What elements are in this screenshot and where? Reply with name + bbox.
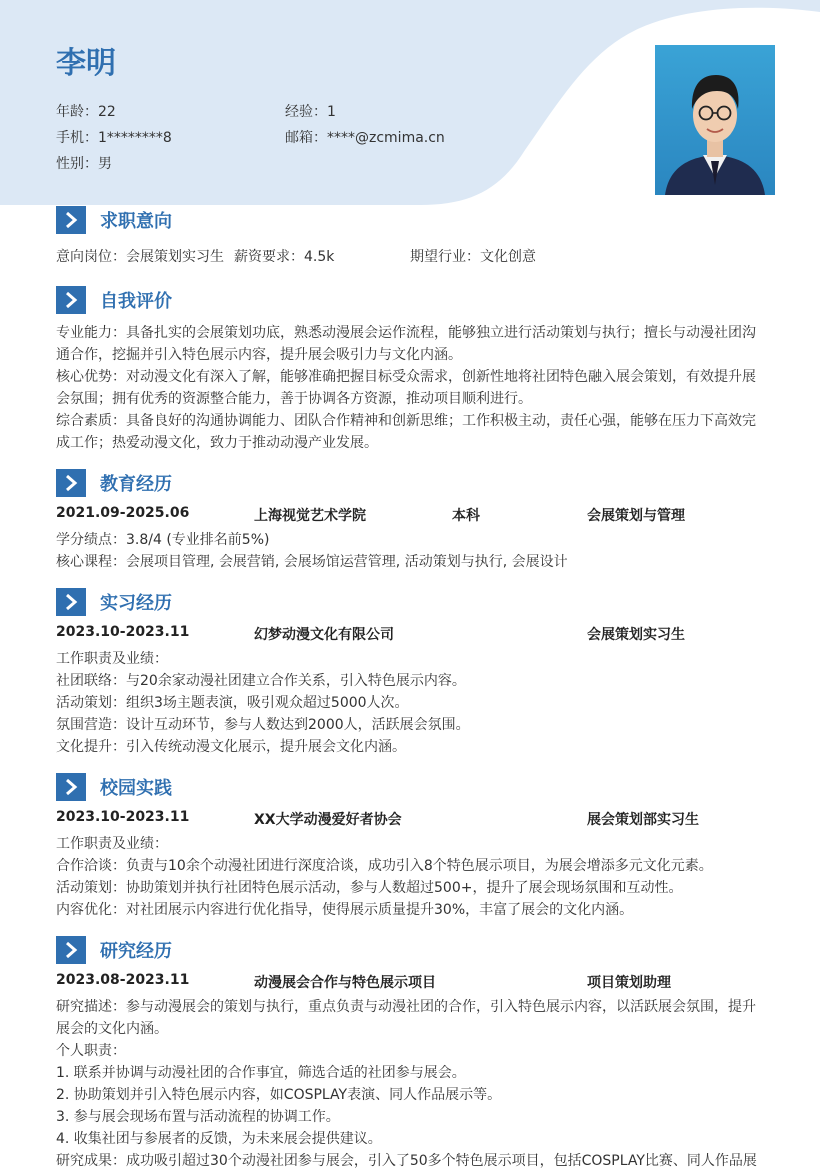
research-entry-header [56, 972, 768, 994]
intended-position: 意向岗位：会展策划实习生 [56, 249, 224, 265]
research-detail: 4. 收集社团与参展者的反馈，为未来展会提供建议。 [56, 1131, 382, 1147]
section-title: 校园实践 [100, 778, 172, 799]
internship-entry-header [56, 624, 768, 646]
section-header-campus [56, 773, 172, 801]
chevron-right-icon [56, 773, 86, 801]
expected-industry: 期望行业：文化创意 [410, 249, 536, 265]
research-detail: 展会的文化内涵。 [56, 1021, 168, 1037]
company-name: 幻梦动漫文化有限公司 [254, 627, 394, 643]
research-detail: 研究成果：成功吸引超过30个动漫社团参与展会，引入了50多个特色展示项目，包括COSPLAY比赛、同人作品展 [56, 1153, 757, 1169]
campus-detail: 工作职责及业绩： [56, 836, 168, 852]
internship-detail: 活动策划：组织3场主题表演，吸引观众超过5000人次。 [56, 695, 409, 711]
school-name: 上海视觉艺术学院 [254, 508, 366, 524]
expected-salary: 薪资要求：4.5k [234, 249, 335, 265]
research-period: 2023.08-2023.11 [56, 972, 190, 988]
organization-name: XX大学动漫爱好者协会 [254, 812, 402, 828]
internship-detail: 工作职责及业绩： [56, 651, 168, 667]
section-title: 研究经历 [100, 941, 172, 962]
self-eval-line: 综合素质：具备良好的沟通协调能力、团队合作精神和创新思维；工作积极主动，责任心强，能够在压力下高效完 [56, 413, 756, 429]
internship-detail: 社团联络：与20余家动漫社团建立合作关系，引入特色展示内容。 [56, 673, 466, 689]
campus-detail: 内容优化：对社团展示内容进行优化指导，使得展示质量提升30%，丰富了展会的文化内涵。 [56, 902, 634, 918]
candidate-name: 李明 [56, 46, 116, 81]
research-detail: 3. 参与展会现场布置与活动流程的协调工作。 [56, 1109, 340, 1125]
self-eval-line: 通合作，挖掘并引入特色展示内容，提升展会吸引力与文化内涵。 [56, 347, 462, 363]
chevron-right-icon [56, 936, 86, 964]
chevron-right-icon [56, 588, 86, 616]
degree: 本科 [452, 508, 480, 524]
section-header-intention [56, 206, 172, 234]
section-header-education [56, 469, 172, 497]
self-eval-line: 专业能力：具备扎实的会展策划功底，熟悉动漫展会运作流程，能够独立进行活动策划与执行；擅长与动漫社团沟 [56, 325, 756, 341]
research-detail: 1. 联系并协调与动漫社团的合作事宜，筛选合适的社团参与展会。 [56, 1065, 466, 1081]
section-title: 自我评价 [100, 291, 172, 312]
section-header-research [56, 936, 172, 964]
section-header-internship [56, 588, 172, 616]
research-detail: 个人职责： [56, 1043, 126, 1059]
self-eval-line: 会氛围；拥有优秀的资源整合能力，善于协调各方资源，推动项目顺利进行。 [56, 391, 532, 407]
campus-detail: 活动策划：协助策划并执行社团特色展示活动，参与人数超过500+，提升了展会现场氛围和互动性。 [56, 880, 683, 896]
email-field: 邮箱：****@zcmima.cn [285, 130, 445, 146]
chevron-right-icon [56, 469, 86, 497]
internship-detail: 氛围营造：设计互动环节，参与人数达到2000人，活跃展会氛围。 [56, 717, 470, 733]
section-title: 求职意向 [100, 211, 172, 232]
section-header-self-evaluation [56, 286, 172, 314]
campus-detail: 合作洽谈：负责与10余个动漫社团进行深度洽谈，成功引入8个特色展示项目，为展会增添多元文化元素。 [56, 858, 713, 874]
internship-period: 2023.10-2023.11 [56, 624, 190, 640]
experience-field: 经验：1 [285, 104, 336, 120]
section-title: 教育经历 [100, 474, 172, 495]
project-name: 动漫展会合作与特色展示项目 [254, 975, 436, 991]
internship-detail: 文化提升：引入传统动漫文化展示，提升展会文化内涵。 [56, 739, 406, 755]
education-detail: 核心课程：会展项目管理, 会展营销, 会展场馆运营管理, 活动策划与执行, 会展设计 [56, 554, 568, 570]
research-detail: 研究描述：参与动漫展会的策划与执行，重点负责与动漫社团的合作，引入特色展示内容，以活跃展会氛围，提升 [56, 999, 756, 1015]
campus-entry-header [56, 809, 768, 831]
education-period: 2021.09-2025.06 [56, 505, 190, 521]
research-detail: 2. 协助策划并引入特色展示内容，如COSPLAY表演、同人作品展示等。 [56, 1087, 502, 1103]
chevron-right-icon [56, 206, 86, 234]
self-eval-line: 核心优势：对动漫文化有深入了解，能够准确把握目标受众需求，创新性地将社团特色融入展会策划，有效提升展 [56, 369, 756, 385]
gender-field: 性别：男 [56, 156, 112, 172]
major: 会展策划与管理 [587, 508, 685, 524]
self-eval-line: 成工作；热爱动漫文化，致力于推动动漫产业发展。 [56, 435, 378, 451]
internship-role: 会展策划实习生 [587, 627, 685, 643]
chevron-right-icon [56, 286, 86, 314]
profile-photo [655, 45, 775, 195]
education-detail: 学分绩点：3.8/4 (专业排名前5%) [56, 532, 270, 548]
section-title: 实习经历 [100, 593, 172, 614]
campus-role: 展会策划部实习生 [587, 812, 699, 828]
phone-field: 手机：1********8 [56, 130, 172, 146]
campus-period: 2023.10-2023.11 [56, 809, 190, 825]
education-entry-header [56, 505, 768, 527]
age-field: 年龄：22 [56, 104, 116, 120]
research-role: 项目策划助理 [587, 975, 671, 991]
